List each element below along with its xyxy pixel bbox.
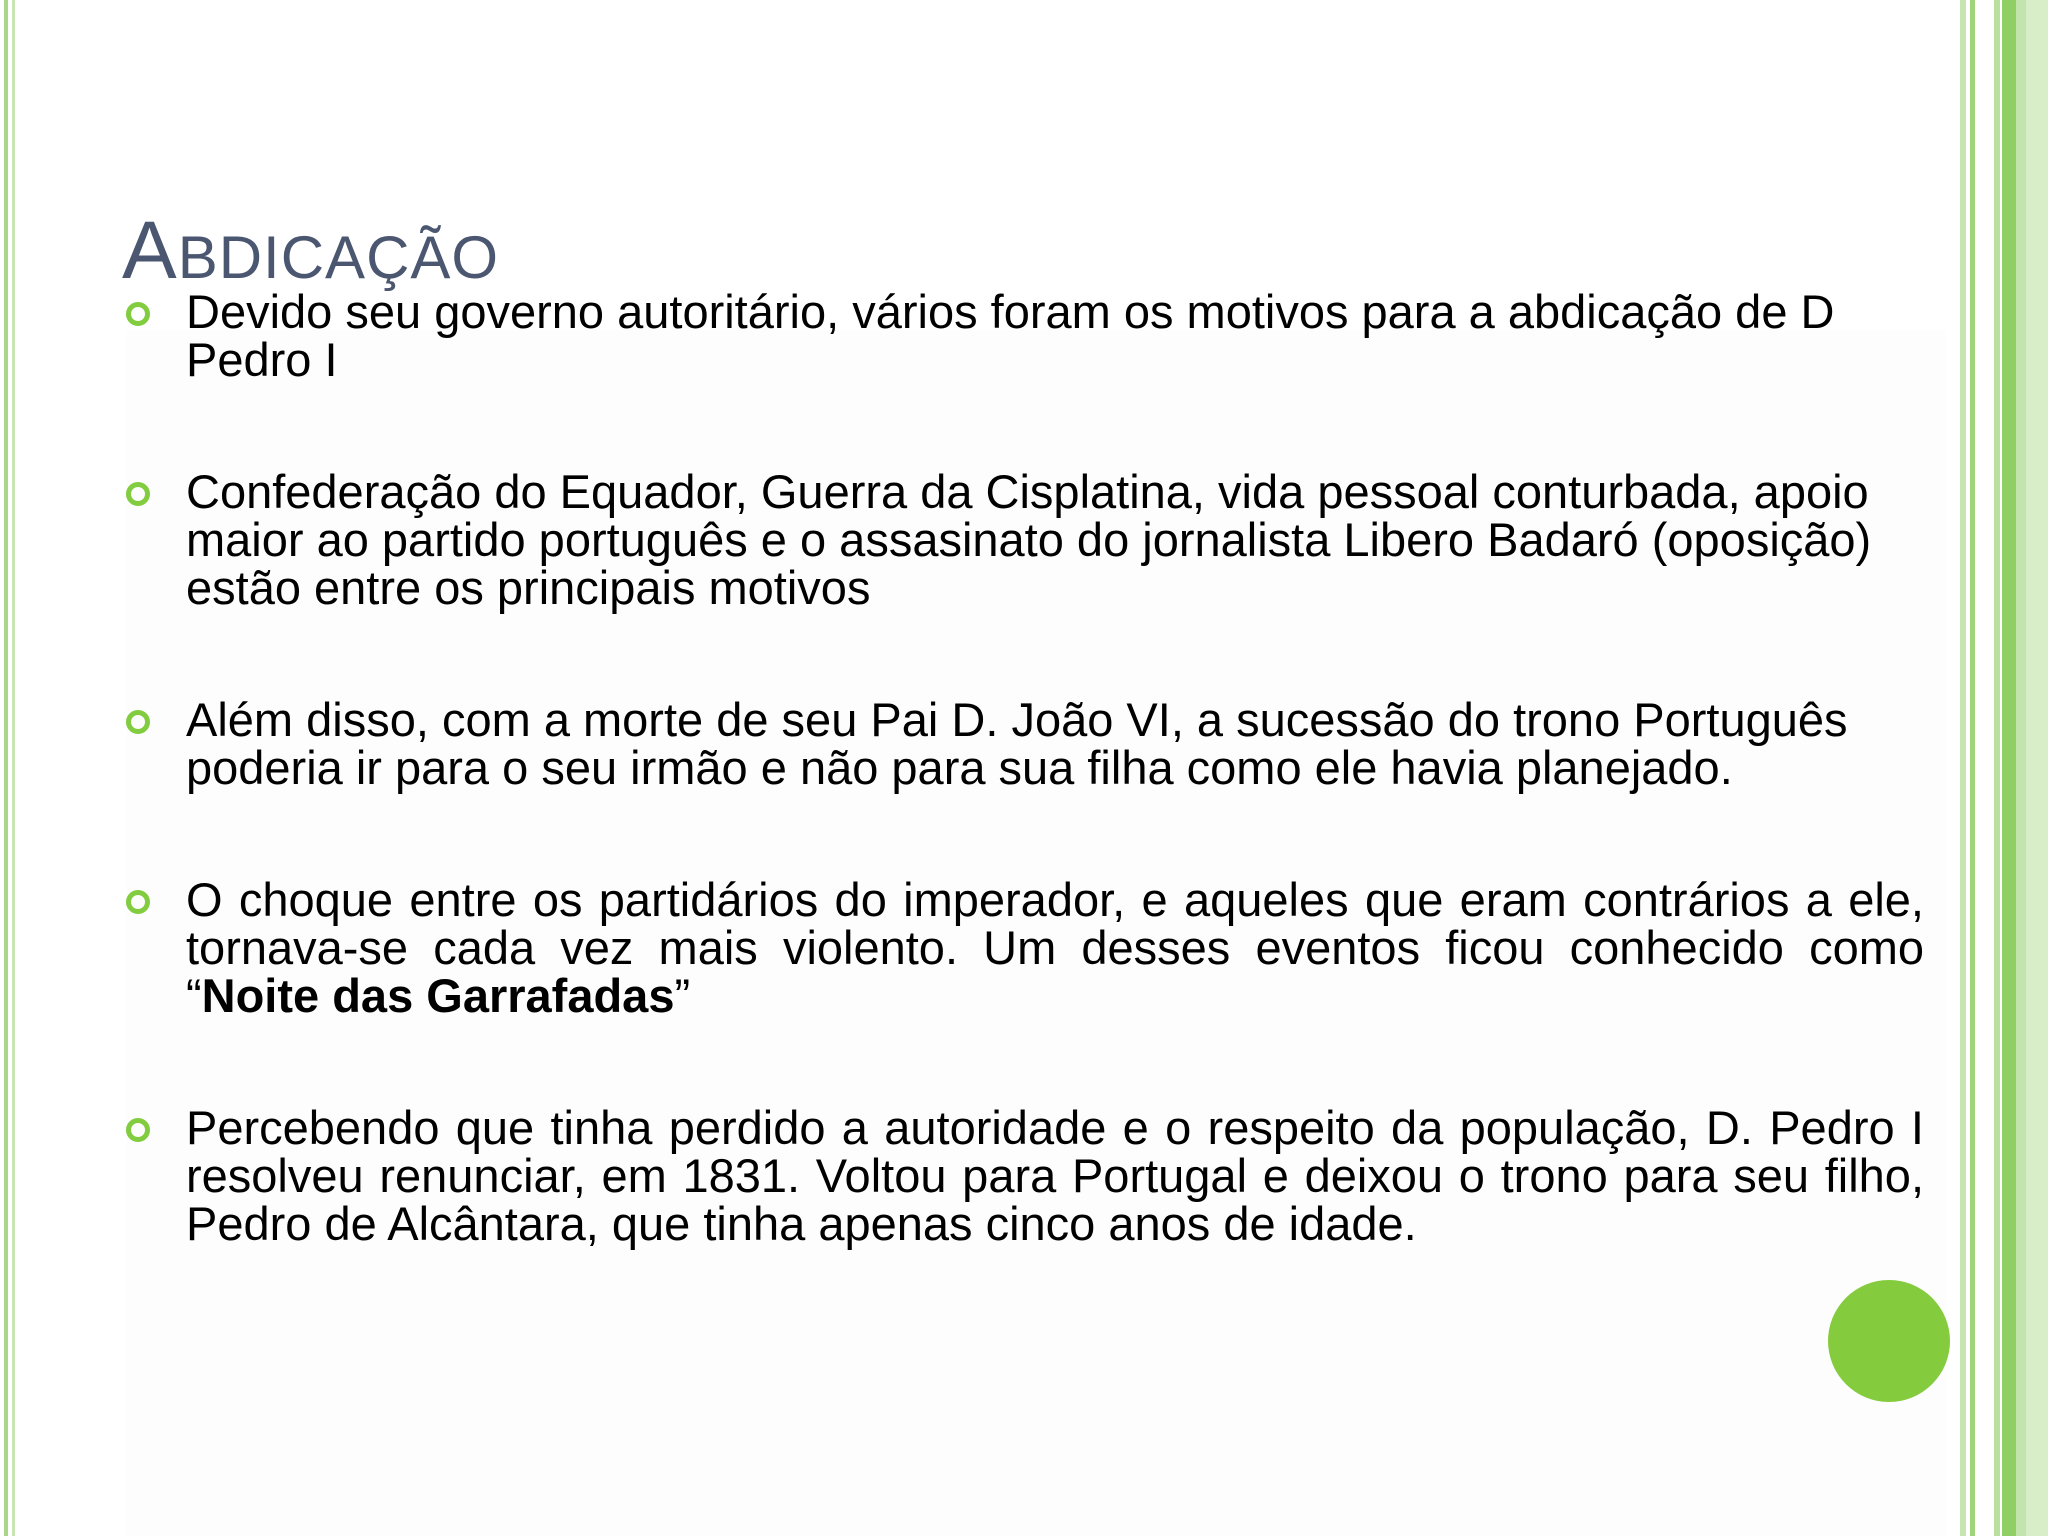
slide-title [122,205,500,296]
bullet-circle-icon [126,710,150,734]
bullet-circle-icon [126,482,150,506]
bullet-text-end: ” [674,969,691,1022]
left-border-line-inner [12,0,15,1536]
bullet-text-bold: Noite das Garrafadas [201,969,675,1022]
bullet-list [124,285,1924,1332]
slide-title-rest: BDICAÇÃO [177,224,500,291]
bullet-item [124,465,1924,614]
bullet-item [124,285,1924,386]
right-border-stripes [1960,0,2048,1536]
bullet-circle-icon [126,1118,150,1142]
bullet-text: Percebendo que tinha perdido a autoridade e o respeito da população, D. Pedro I resolveu renunciar, em 1831. Voltou para Portugal e deixou o trono para seu filho, Pedro de Alcântara, que tinha apenas cinco anos de idade. [186,1101,1924,1250]
bullet-item [124,693,1924,794]
bullet-text: Devido seu governo autoritário, vários foram os motivos para a abdicação de D Pedro I [186,285,1835,386]
slide-title-initial: A [122,205,178,296]
bullet-item [124,873,1924,1022]
bullet-circle-icon [126,890,150,914]
bullet-item [124,1101,1924,1250]
left-border-line [4,0,8,1536]
bullet-text: O choque entre os partidários do imperador, e aqueles que eram contrários a ele, tornava-se cada vez mais violento. Um desses eventos ficou conhecido como “ [186,873,1924,1022]
bullet-text: Confederação do Equador, Guerra da Cisplatina, vida pessoal conturbada, apoio maior ao partido português e o assasinato do jornalista Libero Badaró (oposição) estão entre os principais motivos [186,465,1872,614]
bullet-text: Além disso, com a morte de seu Pai D. João VI, a sucessão do trono Português poderia ir para o seu irmão e não para sua filha como ele havia planejado. [186,693,1848,794]
decorative-green-circle [1828,1280,1950,1402]
bullet-circle-icon [126,302,150,326]
